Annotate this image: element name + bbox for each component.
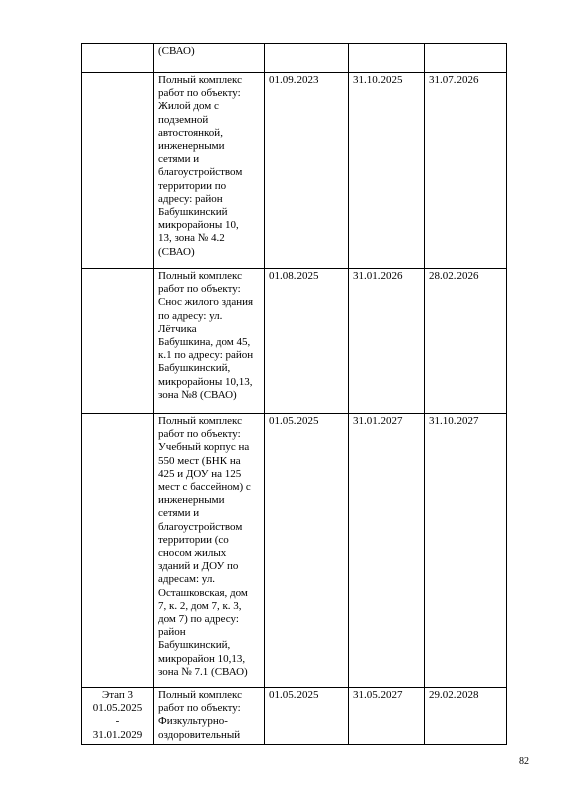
work-description-line: (СВАО): [158, 45, 195, 57]
work-description-line: к.1 по адресу: район: [158, 349, 254, 362]
stage-line: -: [115, 715, 120, 728]
work-description-line: благоустройством: [158, 166, 243, 179]
work-description-line: (СВАО): [158, 245, 195, 258]
stage-cell: [82, 269, 154, 414]
completion-date-cell: [425, 44, 507, 73]
table-row: [82, 414, 507, 688]
work-description-line: 13, зона № 4.2: [158, 232, 225, 245]
work-description-line: работ по объекту:: [158, 283, 241, 296]
schedule-table-body: [82, 44, 507, 745]
work-description-line: зона № 7.1 (СВАО): [158, 665, 248, 678]
work-description-line: Осташковская, дом: [158, 586, 248, 599]
work-description-line: зданий и ДОУ по: [158, 560, 239, 573]
start-date-cell: 01.05.2025: [265, 414, 349, 688]
work-description-line: 7, к. 2, дом 7, к. 3,: [158, 599, 242, 612]
work-description-cell: [154, 44, 265, 73]
completion-date-cell: 31.10.2027: [425, 414, 507, 688]
work-description-line: 425 и ДОУ на 125: [158, 467, 242, 480]
work-description-line: адресам: ул.: [158, 573, 216, 586]
work-description-line: зона №8 (СВАО): [158, 388, 237, 401]
work-description-line: работ по объекту:: [158, 87, 241, 100]
work-description-line: инженерными: [158, 140, 225, 153]
stage-cell: [82, 414, 154, 688]
work-description-line: Лётчика: [158, 322, 197, 335]
work-description-line: Полный комплекс: [158, 74, 242, 86]
work-description-cell: [154, 688, 265, 745]
work-description-line: работ по объекту:: [158, 428, 241, 441]
end-date-cell: 31.05.2027: [349, 688, 425, 745]
work-description-line: Полный комплекс: [158, 270, 242, 282]
work-description-line: дом 7) по адресу:: [158, 613, 239, 626]
stage-line: Этап 3: [101, 689, 134, 701]
work-description-line: Бабушкинский,: [158, 639, 231, 652]
work-description-line: мест с бассейном) с: [158, 481, 251, 494]
stage-line: 31.01.2029: [92, 728, 143, 741]
stage-cell: [82, 688, 154, 745]
work-description-line: оздоровительный: [158, 728, 241, 741]
work-description-line: инженерными: [158, 494, 225, 507]
table-row: [82, 269, 507, 414]
completion-date-cell: 31.07.2026: [425, 73, 507, 269]
work-description-line: автостоянкой,: [158, 126, 223, 139]
work-description-line: благоустройством: [158, 520, 243, 533]
work-description-line: сетями и: [158, 153, 200, 166]
start-date-cell: 01.09.2023: [265, 73, 349, 269]
stage-cell: [82, 73, 154, 269]
table-row: [82, 73, 507, 269]
page-number: 82: [519, 756, 529, 767]
work-description-line: Бабушкина, дом 45,: [158, 336, 251, 349]
table-row: [82, 688, 507, 745]
end-date-cell: [349, 44, 425, 73]
start-date-cell: 01.05.2025: [265, 688, 349, 745]
work-description-cell: [154, 414, 265, 688]
end-date-cell: 31.10.2025: [349, 73, 425, 269]
end-date-cell: 31.01.2027: [349, 414, 425, 688]
completion-date-cell: 29.02.2028: [425, 688, 507, 745]
work-description-line: адресу: район: [158, 192, 223, 205]
schedule-table: [81, 43, 507, 745]
work-description-line: Полный комплекс: [158, 415, 242, 427]
work-description-line: микрорайоны 10,13,: [158, 375, 253, 388]
work-description-line: территории по: [158, 179, 227, 192]
work-description-line: 550 мест (БНК на: [158, 454, 241, 467]
work-description-cell: [154, 269, 265, 414]
work-description-line: Снос жилого здания: [158, 296, 254, 309]
work-description-line: по адресу: ул.: [158, 309, 223, 322]
work-description-line: микрорайон 10,13,: [158, 652, 246, 665]
work-description-line: микрорайоны 10,: [158, 219, 239, 232]
stage-line: 01.05.2025: [92, 702, 143, 715]
work-description-line: район: [158, 626, 186, 639]
work-description-line: подземной: [158, 113, 209, 126]
work-description-cell: [154, 73, 265, 269]
work-description-line: Бабушкинский: [158, 206, 228, 219]
work-description-line: Учебный корпус на: [158, 441, 250, 454]
table-row: [82, 44, 507, 73]
stage-cell: [82, 44, 154, 73]
completion-date-cell: 28.02.2026: [425, 269, 507, 414]
start-date-cell: [265, 44, 349, 73]
work-description-line: работ по объекту:: [158, 702, 241, 715]
work-description-line: территории (со: [158, 533, 229, 546]
start-date-cell: 01.08.2025: [265, 269, 349, 414]
work-description-line: Жилой дом с: [158, 100, 219, 113]
work-description-line: сетями и: [158, 507, 200, 520]
work-description-line: Полный комплекс: [158, 689, 242, 701]
work-description-line: сносом жилых: [158, 547, 227, 560]
work-description-line: Бабушкинский,: [158, 362, 231, 375]
work-description-line: Физкультурно-: [158, 715, 228, 728]
end-date-cell: 31.01.2026: [349, 269, 425, 414]
